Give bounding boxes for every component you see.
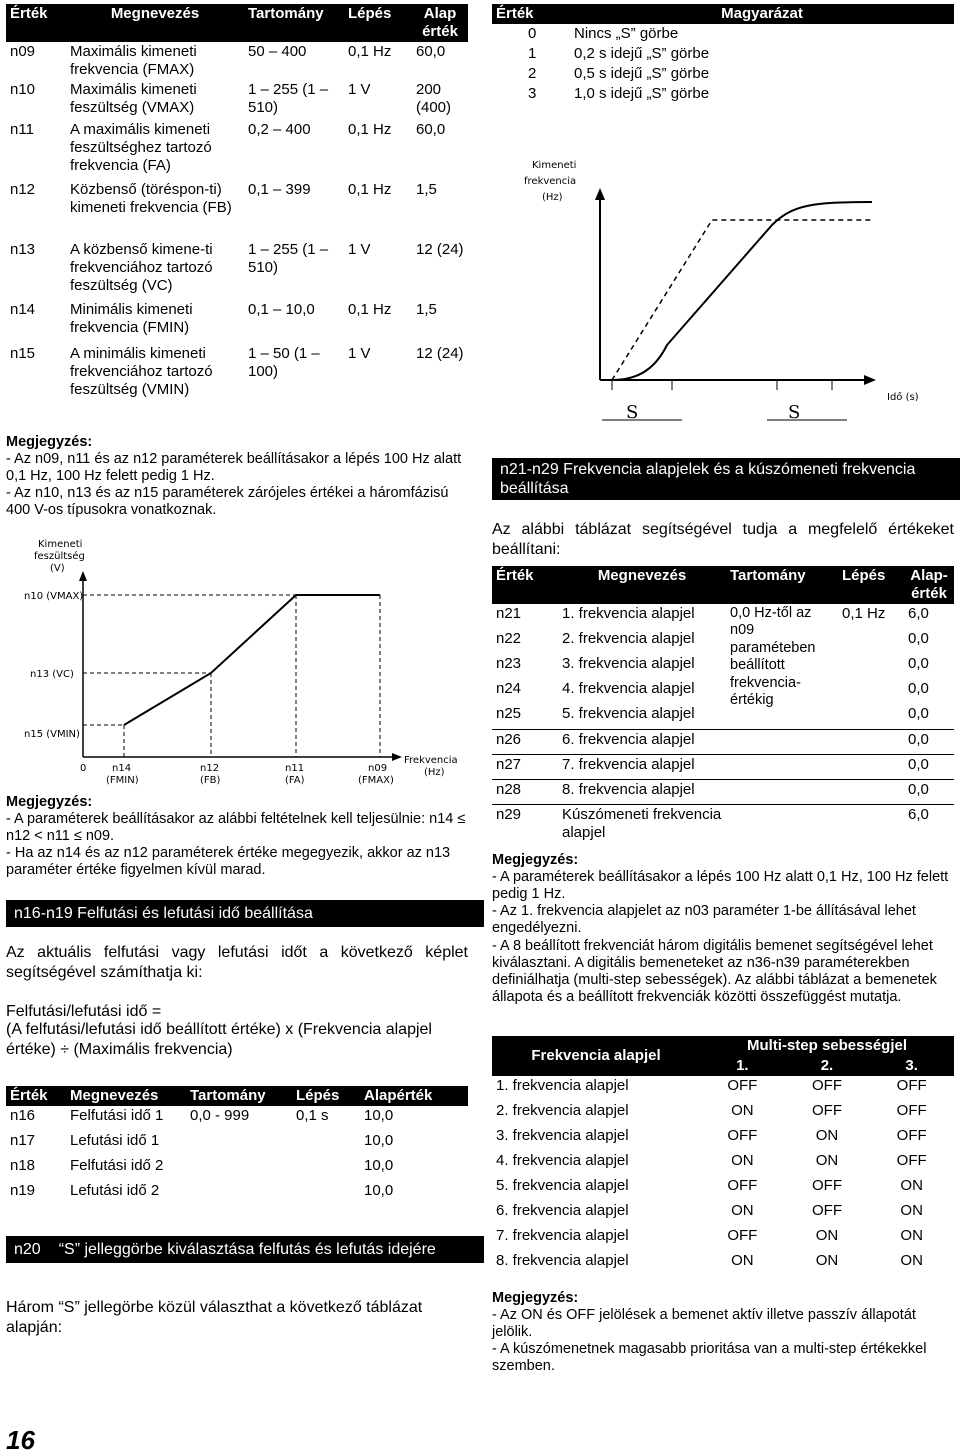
table-cell: 0,0 [908,705,929,722]
table-row [492,779,954,804]
table-cell: 12 (24) [416,345,464,362]
col-header: Frekvencia alapjel [492,1036,700,1076]
table-cell: Felfutási idő 1 [70,1107,164,1124]
empty-cell [838,804,904,848]
col-header: Érték [6,4,66,42]
table-cell: 0,1 Hz [348,181,392,198]
table-cell: n13 [10,241,36,258]
table-cell: OFF [811,1102,842,1119]
page-number: 16 [6,1425,35,1455]
section-n20-para: Három “S” jellegörbe közül választhat a következő táblázat alapján: [6,1299,423,1336]
table-cell: Közbenső (töréspon-ti) kimeneti frekvencia (FB) [70,181,232,216]
table-row [492,754,954,779]
s-x-arrow [864,375,876,385]
table-cell: 1 – 50 (1 – 100) [248,345,320,380]
vf-curve [124,595,380,725]
vf-xtick: (FMIN) [106,775,139,785]
col-header: Érték [6,1086,66,1106]
table-cell: 1. frekvencia alapjel [562,605,695,622]
table-cell: n29 [492,804,558,848]
table-cell: ON [731,1252,754,1269]
table-cell: n28 [492,779,558,804]
table-cell [292,1156,360,1181]
empty-cell [726,779,838,804]
table-cell: 2. frekvencia alapjel [496,1102,629,1119]
empty-cell [838,679,904,704]
empty-cell [838,754,904,779]
table-row [6,42,468,80]
notes-block-4 [492,1290,954,1376]
table-cell: 10,0 [364,1107,394,1124]
table-row [492,729,954,754]
vf-ytick: n15 (VMIN) [24,729,80,740]
col-header: 2. [785,1056,870,1076]
linear-ref [612,220,872,380]
table-row [492,1126,954,1151]
vf-chart [6,535,468,785]
table-cell: OFF [811,1077,842,1094]
table-cell: 2 [528,65,537,82]
table-cell: A közbenső kimene-ti frekvenciához tartozó feszültség (VC) [70,241,213,294]
table-row [6,180,468,240]
table-row [492,1201,954,1226]
table-cell: 50 – 400 [248,43,307,60]
accel-decel-table [6,1086,468,1206]
table-cell: 0,1 Hz [348,301,392,318]
table-cell: 0,0 - 999 [190,1107,250,1124]
freq-reference-table [492,566,954,848]
table-row [492,64,954,84]
table-row [6,1156,468,1181]
table-cell: A maximális kimeneti feszültséghez tartozó frekvencia (FA) [70,121,212,174]
table-row [492,1176,954,1201]
s-mark-2: S [788,402,801,423]
note-line: - A 8 beállított frekvenciát három digitális bemenet segítségével lehet kiválasztani. A digitális bemeneteket az n36-n39 paraméterekben definiálhatja (multi-step sebességek). Az alábbi táblázat a bemenetek állapota és a beállított frekvenciák közötti összefüggést mutatja. [492,937,937,1005]
table-row [492,1101,954,1126]
table-row [492,604,954,629]
table-cell: 1,5 [416,301,437,318]
col-header: Érték [492,4,570,24]
table-cell: 5. frekvencia alapjel [496,1177,629,1194]
vf-x-arrow [392,753,402,761]
col-header: Alap érték [412,4,468,42]
note-line: - Az n09, n11 és az n12 paraméterek beállításakor a lépés 100 Hz alatt 0,1 Hz, 100 Hz felett pedig 1 Hz. [6,451,462,485]
table-cell: ON [731,1202,754,1219]
range-cell: 0,0 Hz-től az n09 paraméteben beállított frekvencia-értékig [730,605,816,708]
table-cell: 1 [528,45,537,62]
table-row [492,1226,954,1251]
table-cell: 1. frekvencia alapjel [496,1077,629,1094]
s-xlabel: Idő (s) [887,392,919,403]
s-ylabel-3: (Hz) [542,192,563,203]
empty-cell [726,804,838,848]
section-n21-title: n21-n29 Frekvencia alapjelek és a kúszómeneti frekvencia beállítása [492,458,960,500]
note-line: - A paraméterek beállításakor az alábbi feltételnek kell teljesülnie: n14 ≤ n12 < n11 ≤ n09. [6,811,466,845]
table-cell: ON [900,1177,923,1194]
table-cell [292,1131,360,1156]
table-cell: 0,0 [904,754,954,779]
notes-title: Megjegyzés: [492,852,579,868]
notes-block-1 [6,434,468,520]
table-cell: Minimális kimeneti frekvencia (FMIN) [70,301,193,336]
table-cell: n24 [496,680,522,697]
s-curve-table [492,4,954,104]
vf-xtick: (FMAX) [358,775,394,785]
table-row [492,1076,954,1101]
col-header: 1. [700,1056,785,1076]
table-cell [292,1181,360,1206]
table-row [492,654,954,679]
table-cell: 10,0 [364,1182,394,1199]
table-cell: n16 [10,1107,36,1124]
table-cell: 6. frekvencia alapjel [558,729,726,754]
table-cell: 1 V [348,345,371,362]
vf-xlabel-1: Frekvencia [404,755,458,766]
col-header: Érték [492,566,558,604]
col-header: Tartomány [726,566,838,604]
table-cell: 2. frekvencia alapjel [562,630,695,647]
table-cell: 0,5 s idejű „S” görbe [574,65,710,82]
table-cell: OFF [811,1202,842,1219]
table-cell: Maximális kimeneti frekvencia (FMAX) [70,43,197,78]
table-cell: ON [900,1202,923,1219]
table-cell: ON [815,1252,839,1269]
table-cell: ON [815,1127,839,1144]
table-cell: n22 [496,630,522,647]
table-row [492,804,954,848]
notes-block-3 [492,852,954,1006]
table-cell: ON [900,1252,923,1269]
vf-parameter-table [6,4,468,406]
table-cell: ON [815,1152,839,1169]
table-row [492,84,954,104]
empty-cell [838,729,904,754]
table-cell: 3. frekvencia alapjel [496,1127,629,1144]
table-row [6,300,468,344]
s-curve-svg [492,150,954,430]
table-cell: 10,0 [364,1132,394,1149]
table-cell: Maximális kimeneti feszültség (VMAX) [70,81,197,116]
section-n20-code: n20 [14,1241,41,1258]
note-line: - Az n10, n13 és az n15 paraméterek zárójeles értékei a háromfázisú 400 V-os típusokra vonatkoznak. [6,485,449,519]
notes-title: Megjegyzés: [6,794,93,810]
table-cell: 60,0 [416,121,446,138]
table-cell: 3 [528,85,537,102]
section-n16-title: n16-n19 Felfutási és lefutási idő beállítása [6,900,484,927]
vf-xtick: 0 [80,763,87,774]
table-cell: Nincs „S” görbe [574,25,679,42]
empty-cell [726,729,838,754]
table-cell: 3. frekvencia alapjel [562,655,695,672]
table-cell: 1 V [348,241,371,258]
multistep-table [492,1036,954,1276]
table-cell: 7. frekvencia alapjel [558,754,726,779]
note-line: - Az ON és OFF jelölések a bemenet aktív illetve passzív állapotát jelölik. [492,1307,916,1341]
table-cell: n23 [496,655,522,672]
table-row [6,240,468,300]
table-cell: Kúszómeneti frekvencia alapjel [558,804,726,848]
table-cell: A minimális kimeneti frekvenciához tartozó feszültség (VMIN) [70,345,213,398]
table-cell: n09 [10,43,36,60]
table-cell: ON [731,1152,754,1169]
note-line: - Az 1. frekvencia alapjelet az n03 paraméter 1-be állításával lehet engedélyezni. [492,903,916,937]
table-cell: 4. frekvencia alapjel [496,1152,629,1169]
table-cell: OFF [727,1177,758,1194]
s-curve [612,202,872,380]
vf-xtick: n14 [112,763,132,774]
table-cell: n12 [10,181,36,198]
section-n20-text: “S” jelleggörbe kiválasztása felfutás és lefutás idejére [58,1241,436,1258]
table-cell: 60,0 [416,43,446,60]
table-cell: 0,1 – 399 [248,181,311,198]
table-cell: 4. frekvencia alapjel [562,680,695,697]
table-cell: n10 [10,81,36,98]
table-cell: 1 V [348,81,371,98]
table-cell: n18 [10,1157,36,1174]
section-n21-para: Az alábbi táblázat segítségével tudja a megfelelő értékeket beállítani: [492,521,954,558]
table-cell: 6,0 [908,605,929,622]
table-cell [186,1156,292,1181]
table-row [492,704,954,729]
table-row [6,1181,468,1206]
col-header: Tartomány [244,4,344,42]
col-header: Megnevezés [558,566,726,604]
vf-ylabel-1: Kimeneti [38,539,83,550]
table-cell: OFF [896,1077,927,1094]
vf-y-arrow [79,571,87,581]
table-cell: 12 (24) [416,241,464,258]
table-cell: 10,0 [364,1157,394,1174]
vf-xlabel-2: (Hz) [424,767,445,778]
table-row [492,1151,954,1176]
table-cell: 0,2 s idejű „S” görbe [574,45,710,62]
table-cell: 0,1 Hz [348,121,392,138]
notes-title: Megjegyzés: [6,434,93,450]
table-row [492,629,954,654]
table-cell: 8. frekvencia alapjel [496,1252,629,1269]
table-cell: 1 – 255 (1 – 510) [248,81,329,116]
s-curve-chart [492,150,954,430]
table-row [492,44,954,64]
table-cell: OFF [811,1177,842,1194]
table-cell: 1 – 255 (1 – 510) [248,241,329,276]
table-cell: n17 [10,1132,36,1149]
table-cell: n26 [492,729,558,754]
table-cell: 0,0 [908,630,929,647]
table-row [6,344,468,406]
table-cell: n11 [10,121,34,138]
table-cell: OFF [896,1102,927,1119]
empty-cell [838,629,904,654]
empty-cell [838,779,904,804]
table-cell: OFF [727,1127,758,1144]
table-cell: n19 [10,1182,36,1199]
s-mark-1: S [626,402,639,423]
col-header: Lépés [838,566,904,604]
table-cell: n27 [492,754,558,779]
vf-ytick: n10 (VMAX) [24,591,84,602]
table-cell: 0,1 s [296,1107,329,1124]
section-n16-para: Az aktuális felfutási vagy lefutási időt a következő képlet segítségével számíthatja ki: [6,944,468,981]
table-cell: Felfutási idő 2 [70,1157,164,1174]
table-row [6,1106,468,1131]
table-cell: 200 (400) [416,81,452,116]
table-cell: 0,1 – 10,0 [248,301,315,318]
table-row [6,120,468,180]
table-cell: OFF [896,1152,927,1169]
table-cell: OFF [727,1077,758,1094]
col-header: Megnevezés [66,1086,186,1106]
table-cell: 0,0 [904,729,954,754]
s-y-arrow [595,188,605,200]
vf-ytick: n13 (VC) [30,669,74,680]
table-cell: 8. frekvencia alapjel [558,779,726,804]
table-cell: 0 [528,25,537,42]
table-cell [186,1131,292,1156]
table-cell: OFF [727,1227,758,1244]
section-n20-title [6,1236,484,1263]
s-ylabel-1: Kimeneti [532,160,577,171]
notes-title: Megjegyzés: [492,1290,579,1306]
vf-xtick: n09 [368,763,388,774]
table-cell: ON [900,1227,923,1244]
table-cell: Lefutási idő 1 [70,1132,160,1149]
table-cell: n25 [496,705,522,722]
table-cell: 6,0 [904,804,954,848]
formula-line-2: (A felfutási/lefutási idő beállított értéke) x (Frekvencia alapjel értéke) ÷ (Maximális frekvencia) [6,1021,432,1058]
col-header: Alapérték [360,1086,468,1106]
vf-ylabel-2: feszültség [34,551,85,562]
vf-xtick: n11 [285,763,305,774]
vf-chart-svg [6,535,468,785]
table-cell: n21 [496,605,522,622]
table-cell: 7. frekvencia alapjel [496,1227,629,1244]
vf-xtick: (FB) [200,775,221,785]
s-ylabel-2: frekvencia [524,176,577,187]
vf-xtick: n12 [200,763,220,774]
col-header: Lépés [344,4,412,42]
table-cell: 6. frekvencia alapjel [496,1202,629,1219]
col-header: Magyarázat [570,4,954,24]
col-header: Tartomány [186,1086,292,1106]
table-cell: 0,0 [908,680,929,697]
empty-cell [838,704,904,729]
table-cell: 1,5 [416,181,437,198]
table-cell: 5. frekvencia alapjel [562,705,695,722]
table-cell [186,1181,292,1206]
notes-block-2 [6,794,468,880]
table-cell: n14 [10,301,36,318]
table-row [492,1251,954,1276]
table-cell: 0,0 [904,779,954,804]
step-cell: 0,1 Hz [842,605,886,622]
table-cell: 0,0 [908,655,929,672]
table-cell: Lefutási idő 2 [70,1182,160,1199]
table-cell: 0,2 – 400 [248,121,311,138]
table-cell: 0,1 Hz [348,43,392,60]
table-cell: 1,0 s idejű „S” görbe [574,85,710,102]
table-row [492,24,954,44]
col-header: Megnevezés [66,4,244,42]
table-row [6,80,468,120]
note-line: - Ha az n14 és az n12 paraméterek értéke megegyezik, akkor az n13 paraméter értéke figyelmen kívül marad. [6,845,451,879]
table-cell: n15 [10,345,36,362]
note-line: - A kúszómenetnek magasabb prioritása van a multi-step értékekkel szemben. [492,1341,927,1375]
vf-xtick: (FA) [285,775,305,785]
formula-line-1: Felfutási/lefutási idő = [6,1003,162,1020]
col-header: Lépés [292,1086,360,1106]
empty-cell [838,654,904,679]
note-line: - A paraméterek beállításakor a lépés 100 Hz alatt 0,1 Hz, 100 Hz felett pedig 1 Hz. [492,869,949,903]
table-cell: ON [731,1102,754,1119]
table-cell: OFF [896,1127,927,1144]
col-group-header: Multi-step sebességjel [700,1036,954,1056]
table-cell: ON [815,1227,839,1244]
vf-ylabel-3: (V) [50,563,65,574]
col-header: 3. [869,1056,954,1076]
table-row [492,679,954,704]
table-row [6,1131,468,1156]
col-header: Alap-érték [904,566,954,604]
empty-cell [726,754,838,779]
